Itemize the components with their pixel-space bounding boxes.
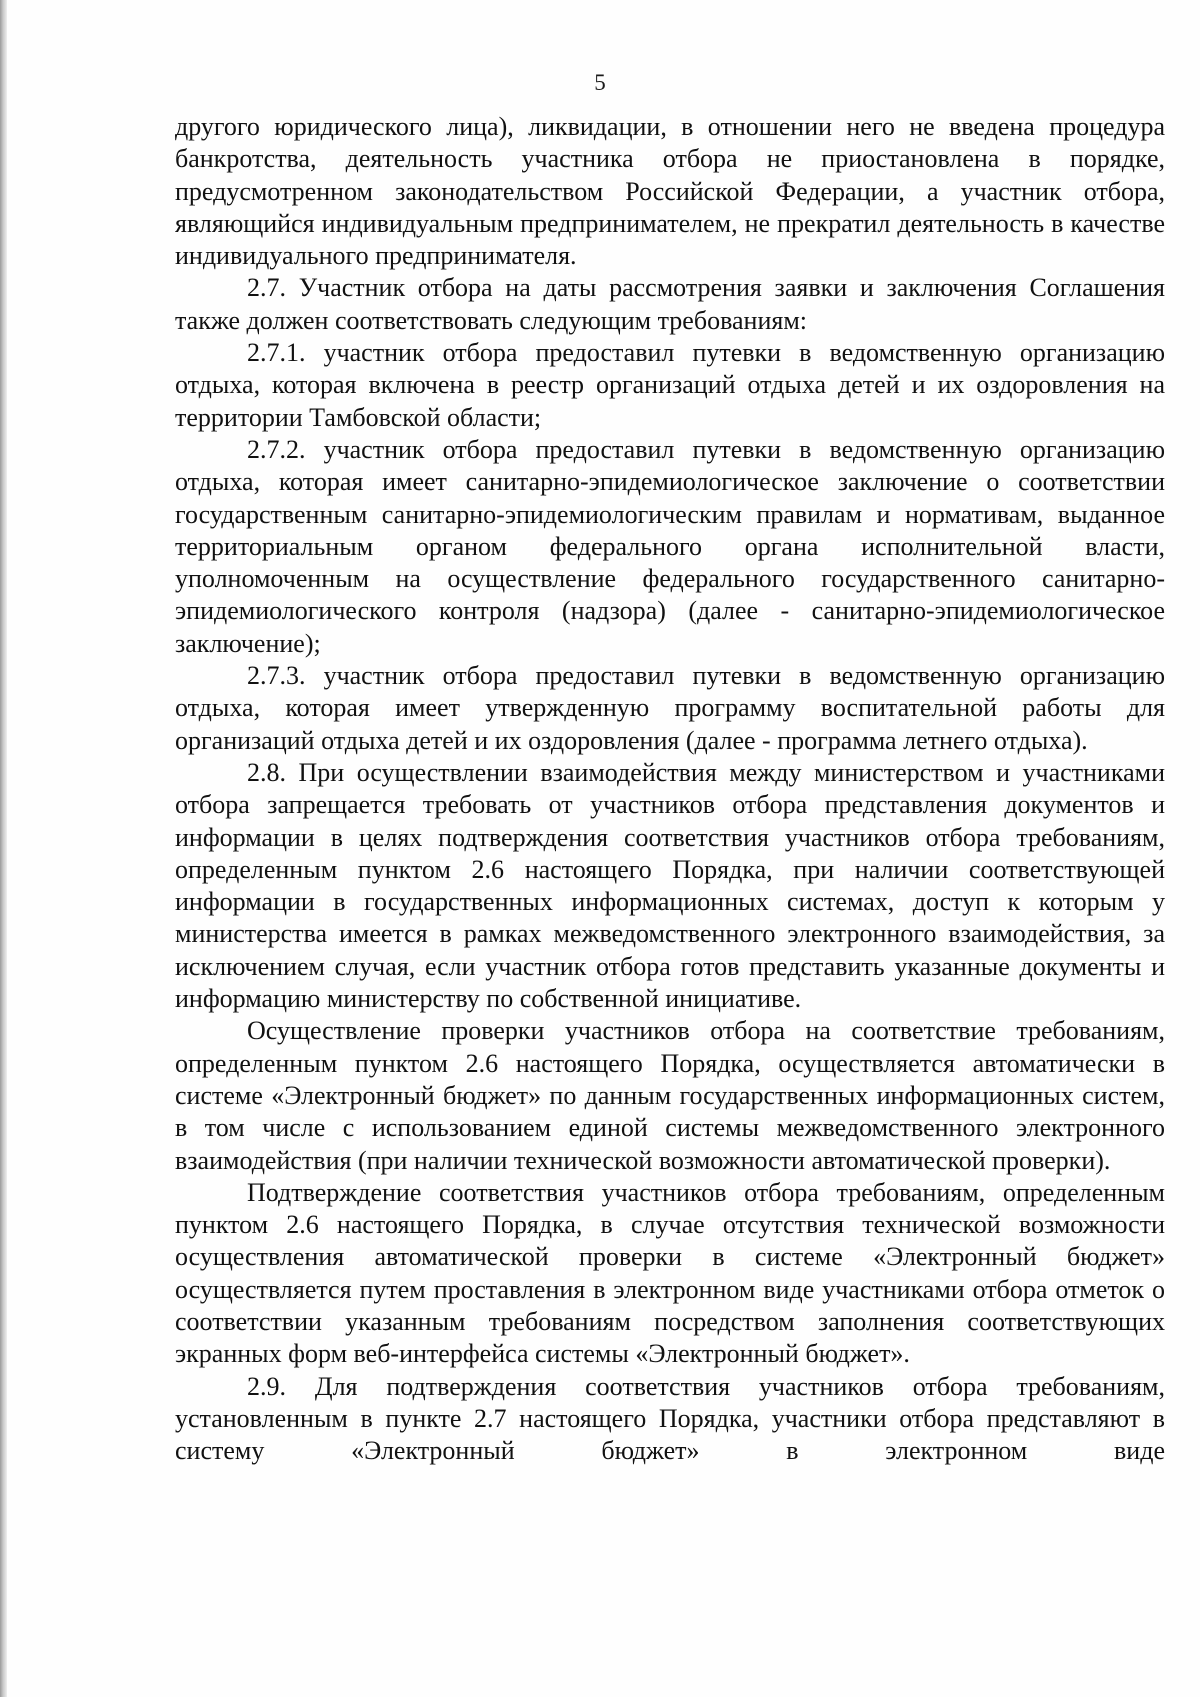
paragraph: 2.8. При осуществлении взаимодействия между министерством и участниками отбора запрещается требовать от участников отбора представления документов и информации в целях подтверждения соответствия участников отбора требованиям, определенным пунктом 2.6 настоящего Порядка, при наличии соответствующей информации в государственных информационных системах, доступ к которым у министерства имеется в рамках межведомственного электронного взаимодействия, за исключением случая, если участник отбора готов представить указанные документы и информацию министерству по собственной инициативе. — [175, 757, 1165, 1014]
paragraph: 2.7.1. участник отбора предоставил путевки в ведомственную организацию отдыха, которая включена в реестр организаций отдыха детей и их оздоровления на территории Тамбовской области; — [175, 338, 1165, 432]
paragraph: 2.9. Для подтверждения соответствия участников отбора требованиям, установленным в пункте 2.7 настоящего Порядка, участники отбора представляют в систему «Электронный бюджет» в электронном виде — [175, 1371, 1165, 1466]
paragraph: 2.7. Участник отбора на даты рассмотрения заявки и заключения Соглашения также должен соответствовать следующим требованиям: — [175, 273, 1165, 335]
page-number: 5 — [594, 70, 606, 95]
scan-edge — [0, 0, 7, 1697]
paragraph: другого юридического лица), ликвидации, в отношении него не введена процедура банкротства, деятельность участника отбора не приостановлена в порядке, предусмотренном законодательством Российской Федерации, а участник отбора, являющийся индивидуальным предпринимателем, не прекратил деятельность в качестве индивидуального предпринимателя. — [175, 112, 1165, 271]
paragraph: Подтверждение соответствия участников отбора требованиям, определенным пунктом 2.6 настоящего Порядка, в случае отсутствия технической возможности осуществления автоматической проверки в системе «Электронный бюджет» осуществляется путем проставления в электронном виде участниками отбора отметок о соответствии указанным требованиям посредством заполнения соответствующих экранных форм веб-интерфейса системы «Электронный бюджет». — [175, 1177, 1165, 1369]
document-body — [175, 111, 1165, 1467]
paragraph: 2.7.3. участник отбора предоставил путевки в ведомственную организацию отдыха, которая имеет утвержденную программу воспитательной работы для организаций отдыха детей и их оздоровления (далее - программа летнего отдыха). — [175, 661, 1165, 755]
paragraph: 2.7.2. участник отбора предоставил путевки в ведомственную организацию отдыха, которая имеет санитарно-эпидемиологическое заключение о соответствии государственным санитарно-эпидемиологическим правилам и нормативам, выданное территориальным органом федерального органа исполнительной власти, уполномоченным на осуществление федерального государственного санитарно-эпидемиологического контроля (надзора) (далее - санитарно-эпидемиологическое заключение); — [175, 434, 1165, 658]
paragraph: Осуществление проверки участников отбора на соответствие требованиям, определенным пунктом 2.6 настоящего Порядка, осуществляется автоматически в системе «Электронный бюджет» по данным государственных информационных систем, в том числе с использованием единой системы межведомственного электронного взаимодействия (при наличии технической возможности автоматической проверки). — [175, 1016, 1165, 1175]
